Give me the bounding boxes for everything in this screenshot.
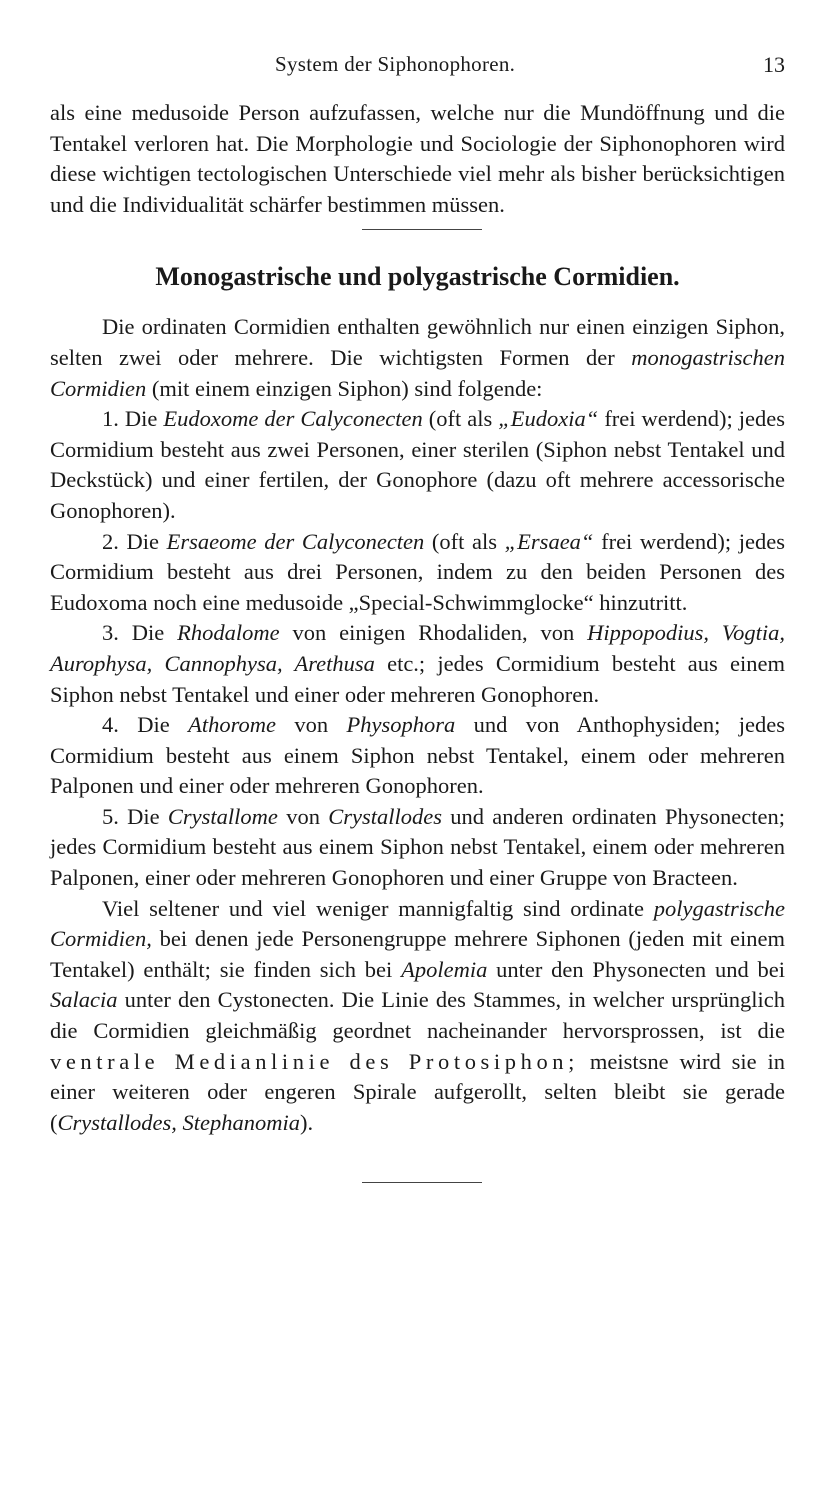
section-divider-top: [362, 229, 482, 230]
italic-term: Crystallome: [167, 803, 278, 829]
italic-term: Apolemia: [401, 956, 488, 982]
text-run: ).: [300, 1109, 314, 1135]
page-number: 13: [763, 52, 785, 77]
text-run: Die ordinaten Cormidien enthalten gewöhnlich nur einen einzigen Siphon, selten zwei oder mehrere. Die wichtigsten Formen der: [50, 314, 785, 370]
text-run: frei werdend); jedes Cormidium besteht aus drei Personen, indem zu den beiden Personen des Eudoxoma noch eine medusoide „Special-Schwimmglocke“ hinzutritt.: [50, 528, 785, 615]
text-run: unter den Physonecten und bei: [487, 956, 785, 982]
section-divider-bottom: [362, 1182, 482, 1183]
running-title: System der Siphonophoren.: [275, 52, 516, 76]
text-run: bei denen jede Personengruppe mehrere Siphonen (jeden mit einem Tentakel) enthält; sie finden sich bei: [50, 926, 785, 982]
letterspaced-term: ventrale Medianlinie des Protosiphon;: [50, 1048, 580, 1074]
text-run: 4. Die: [102, 712, 189, 738]
italic-term: monogastrischen Cormidien: [50, 344, 785, 401]
italic-term: Crystallodes, Stephanomia: [57, 1109, 300, 1135]
list-item-4: [50, 710, 785, 802]
list-item-3: [50, 618, 785, 710]
text-run: und anderen ordinaten Physonecten; jedes Cormidium besteht aus einem Siphon nebst Tentakel, einem oder mehreren Palponen, einer oder mehreren Gonophoren und einer Gruppe von Bracteen.: [50, 803, 786, 891]
text-run: von: [277, 803, 329, 829]
running-header: [50, 52, 785, 86]
text-run: von einigen Rhodaliden, von: [279, 620, 588, 646]
text-run: (oft als: [422, 406, 499, 432]
text-run: 3. Die: [102, 620, 178, 646]
italic-term: Hippopodius, Vogtia, Aurophysa, Cannophysa, Arethusa: [50, 620, 785, 676]
text-run: 2. Die: [102, 528, 167, 554]
italic-term: „Ersaea“: [504, 528, 594, 554]
page-body: [50, 98, 785, 1183]
text-run: Viel seltener und viel weniger mannigfaltig sind ordinate: [102, 895, 654, 921]
list-item-5: [50, 802, 785, 894]
text-run: unter den Cystonecten. Die Linie des Stammes, in welcher ursprünglich die Cormidien gleichmäßig geordnet nacheinander hervorsprossen, ist die: [50, 987, 785, 1044]
intro-paragraph: als eine medusoide Person aufzufassen, welche nur die Mundöffnung und die Tentakel verloren hat. Die Morphologie und Sociologie der Siphonophoren wird diese wichtigen tectologischen Unterschiede viel mehr als bisher berücksichtigen und die Individualität schärfer bestimmen müssen.: [50, 100, 785, 217]
text-run: frei werdend); jedes Cormidium besteht aus zwei Personen, einer sterilen (Siphon nebst Tentakel und Deckstück) und einer fertilen, der Gonophore (dazu oft mehrere accessorische Gonophoren).: [50, 406, 785, 523]
italic-term: Ersaeome der Calyconecten: [166, 528, 425, 554]
text-run: etc.; jedes Cormidium besteht aus einem Siphon nebst Tentakel und einer oder mehreren Gonophoren.: [50, 650, 785, 707]
italic-term: Physophora: [346, 712, 456, 738]
section-heading: Monogastrische und polygastrische Cormidien.: [155, 262, 680, 292]
italic-term: „Eudoxia“: [498, 406, 599, 432]
text-run: 1. Die: [102, 406, 164, 432]
italic-term: Athorome: [188, 712, 277, 738]
italic-term: Salacia: [50, 987, 118, 1013]
italic-term: Eudoxome der Calyconecten: [163, 406, 423, 432]
text-run: meistsne wird sie in einer weiteren oder engeren Spirale aufgerollt, selten bleibt sie gerade (: [50, 1048, 785, 1135]
section-paragraph-1: [50, 312, 785, 404]
list-item-2: [50, 527, 785, 619]
text-run: von: [276, 712, 347, 738]
italic-term: Rhodalome: [177, 620, 280, 646]
italic-term: Crystallodes: [328, 803, 442, 829]
text-run: (oft als: [424, 528, 505, 554]
section-paragraph-2: [50, 894, 785, 1139]
text-run: und von Anthophysiden; jedes Cormidium besteht aus einem Siphon nebst Tentakel, einem oder mehreren Palponen und einer oder mehreren Gonophoren.: [50, 712, 785, 799]
text-run: 5. Die: [102, 803, 168, 829]
list-item-1: [50, 404, 785, 526]
text-run: (mit einem einzigen Siphon) sind folgende:: [146, 375, 543, 401]
italic-term: polygastrische Cormidien,: [50, 895, 785, 952]
